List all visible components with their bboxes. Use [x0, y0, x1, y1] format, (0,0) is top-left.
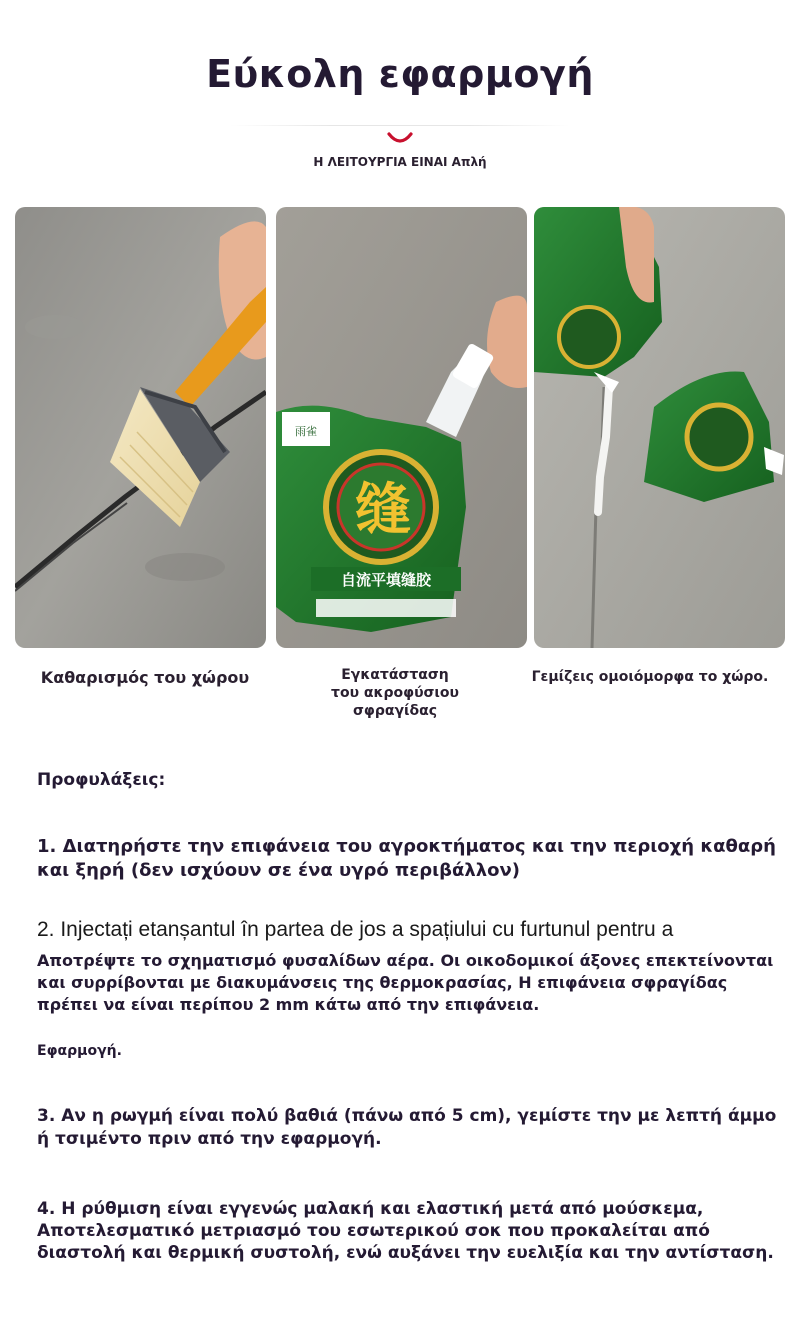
precaution-item-2-body: Αποτρέψτε το σχηματισμό φυσαλίδων αέρα. Οι οικοδομικοί άξονες επεκτείνονται και συρρίβονται με διακυμάνσεις της θερμοκρασίας, Η επιφάνεια σφραγίδας πρέπει να είναι περίπου 2 mm κάτω από την επιφάνεια. — [37, 951, 774, 1014]
step-caption-filling: Γεμίζεις ομοιόμορφα το χώρο. — [531, 669, 769, 685]
step-caption-nozzle-text: Εγκατάσταση του ακροφύσιου σφραγίδας — [331, 667, 459, 719]
cleaning-photo — [15, 207, 266, 648]
precaution-item-4: 4. Η ρύθμιση είναι εγγενώς μαλακή και ελαστική μετά από μούσκεμα, Αποτελεσματικό μετριασμό του εσωτερικού σοκ που προκαλείται από διαστολή και θερμική συστολή, ενώ αυξάνει την ευελιξία και την αντίσταση. — [37, 1199, 774, 1263]
product-band-text: 自流平填缝胶 — [340, 571, 432, 589]
title-divider — [230, 125, 570, 126]
precaution-item-3: 3. Αν η ρωγμή είναι πολύ βαθιά (πάνω από 5 cm), γεμίστε την με λεπτή άμμο ή τσιμέντο πριν από την εφαρμογή. — [37, 1106, 777, 1149]
step-caption-cleaning: Καθαρισμός του χώρου — [40, 668, 250, 687]
page-subtitle: Η ΛΕΙΤΟΥΡΓΙΑ ΕΙΝΑΙ Απλή — [313, 155, 487, 169]
precaution-item-2-line: 2. Injectați etanșantul în partea de jos a spațiului cu furtunul pentru a — [37, 918, 674, 941]
product-logo-text: 缝 — [355, 478, 411, 543]
smile-accent-icon — [386, 130, 414, 148]
page-title: Εύκολη εφαρμογή — [206, 52, 594, 96]
precaution-item-1: 1. Διατηρήστε την επιφάνεια του αγροκτήματος και την περιοχή καθαρή και ξηρή (δεν ισχύουν σε ένα υγρό περιβάλλον) — [37, 836, 776, 881]
step-caption-nozzle — [300, 666, 490, 720]
filling-photo — [534, 207, 785, 648]
brand-mark-text: 雨雀 — [295, 425, 317, 438]
precaution-item-2-tail: Εφαρμογή. — [37, 1043, 122, 1059]
nozzle-photo — [276, 207, 527, 648]
precautions-heading: Προφυλάξεις: — [37, 770, 166, 790]
